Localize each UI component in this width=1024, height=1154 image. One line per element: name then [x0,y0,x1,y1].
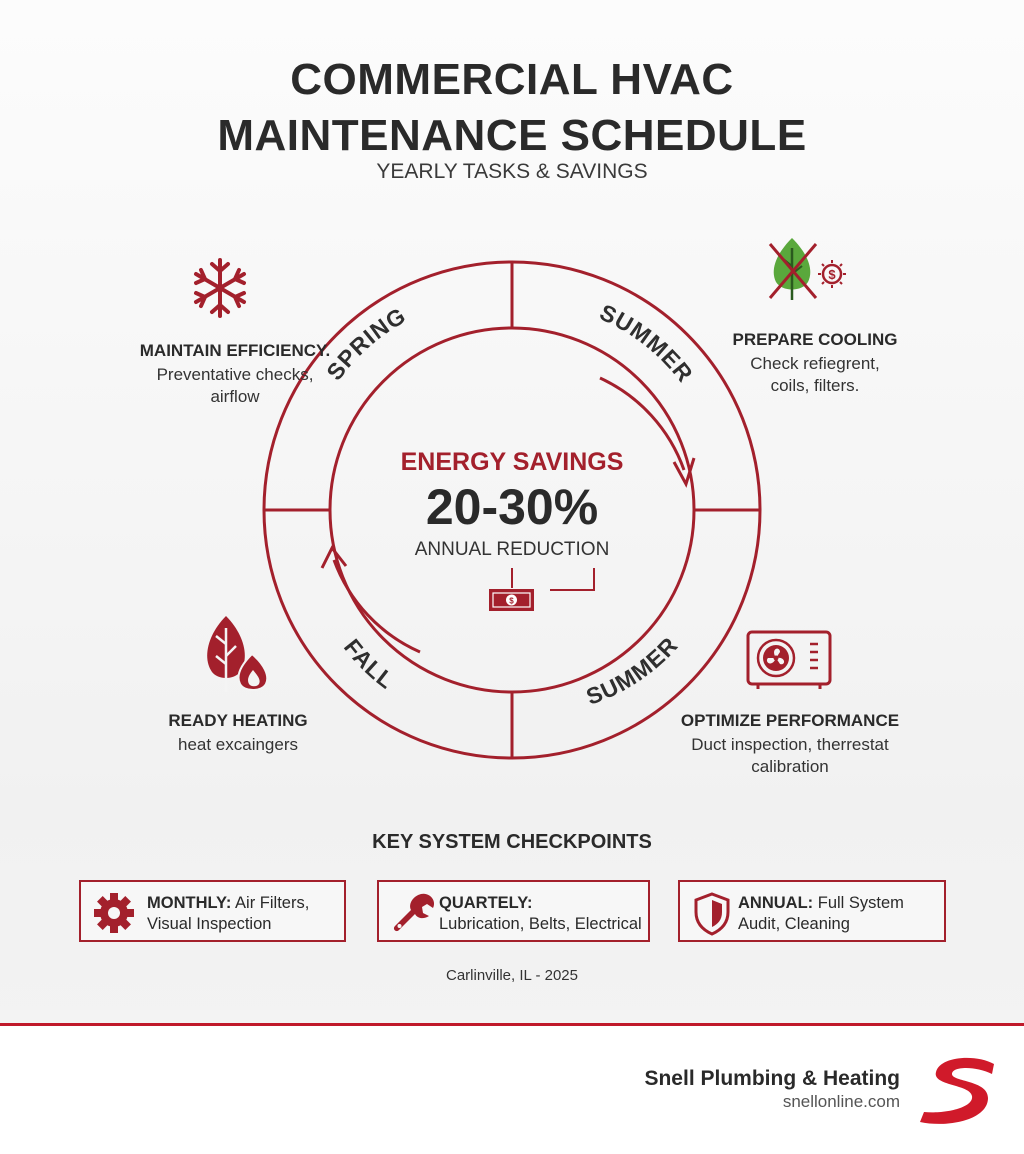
note-body: heat excaingers [177,735,299,754]
note-maintain-efficiency [90,341,380,408]
season-label-fall: FALL [338,633,400,695]
checkpoint-detail: Lubrication, Belts, Electrical [439,915,642,933]
svg-text:$: $ [509,596,514,606]
season-label-summer-1: SUMMER [595,298,699,388]
checkpoint-text [147,893,344,935]
note-body: Check refiegrent, coils, filters. [750,354,880,395]
energy-savings-caption: ANNUAL REDUCTION [414,539,610,560]
ac-unit-icon [746,630,832,690]
note-heading: PREPARE COOLING [732,330,898,349]
checkpoint-text [439,893,642,935]
checkpoint-label: MONTHLY: [147,894,232,912]
checkpoint-text [738,893,944,935]
checkpoint-label: ANNUAL: [738,894,814,912]
wrench-icon [391,892,437,936]
leaf-sun-icon [764,234,854,304]
cycle-arrow-left [334,560,420,652]
title-line-2: MAINTENANCE SCHEDULE [217,111,807,160]
brand-name: Snell Plumbing & Heating [644,1067,900,1090]
location-year: Carlinville, IL - 2025 [445,967,578,984]
note-prepare-cooling [690,330,940,397]
shield-icon [692,892,732,936]
brand-url[interactable]: snellonline.com [782,1092,900,1111]
checkpoints-title: KEY SYSTEM CHECKPOINTS [372,831,652,853]
energy-savings-value: 20-30% [425,479,599,535]
checkpoint-card-quarterly [377,880,650,942]
title-line-1: COMMERCIAL HVAC [290,55,734,104]
note-optimize-performance [660,711,920,778]
season-label-spring: SPRING [321,301,411,385]
note-ready-heating [108,711,368,756]
gear-icon [93,892,135,934]
leaf-flame-icon [204,614,274,696]
note-heading: READY HEATING [168,711,308,730]
page-subtitle: YEARLY TASKS & SAVINGS [376,160,648,183]
checkpoint-detail: Air Filters, Visual Inspection [147,894,310,933]
checkpoint-card-annual [678,880,946,942]
snowflake-icon [188,256,252,320]
snell-s-logo [918,1052,1002,1128]
energy-savings-heading: ENERGY SAVINGS [400,448,624,476]
season-label-summer-2: SUMMER [582,631,683,710]
note-heading: OPTIMIZE PERFORMANCE [680,711,900,730]
svg-text:$: $ [828,267,836,282]
note-body: Duct inspection, therrestat calibration [691,735,889,776]
checkpoint-label: QUARTELY: [439,894,533,912]
note-body: Preventative checks, airflow [156,365,314,406]
checkpoint-detail: Full System Audit, Cleaning [738,894,904,933]
checkpoint-card-monthly [79,880,346,942]
note-heading: MAINTAIN EFFICIENCY. [139,341,331,360]
money-bill-icon [489,568,594,611]
